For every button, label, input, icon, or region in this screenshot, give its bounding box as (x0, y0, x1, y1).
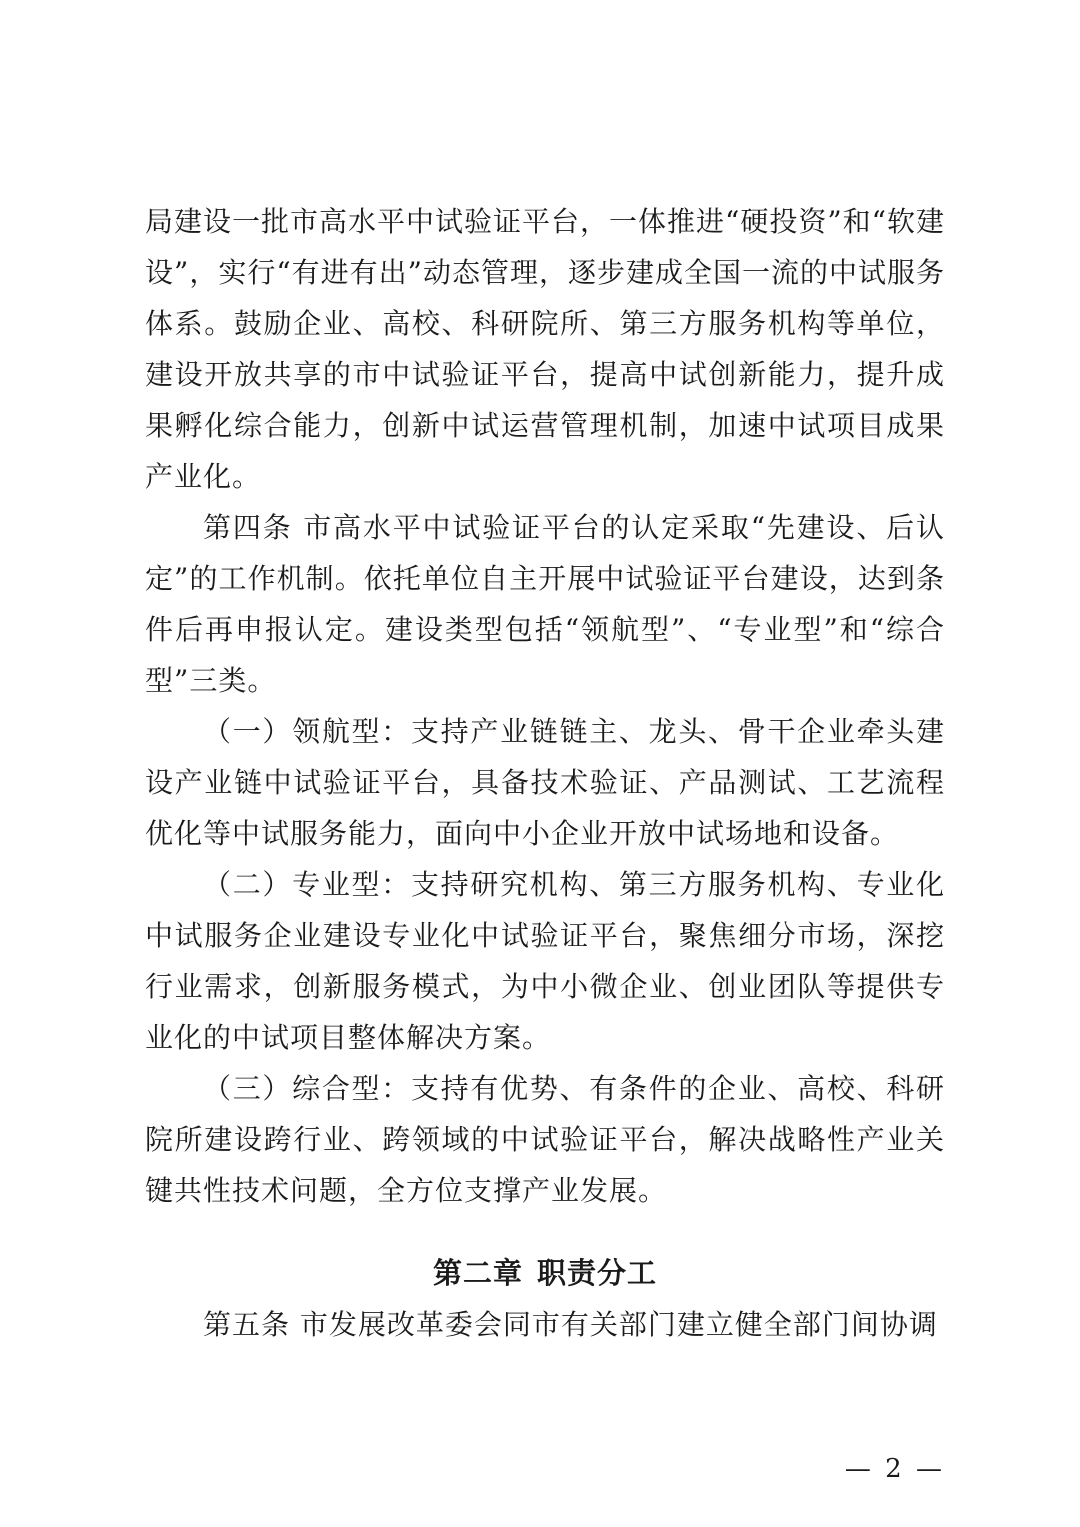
article-four-paragraph: 第四条 市高水平中试验证平台的认定采取“先建设、后认定”的工作机制。依托单位自主开展中试验证平台建设，达到条件后再申报认定。建设类型包括“领航型”、“专业型”和“综合型”三类。 (145, 511, 945, 697)
navigator-type-paragraph: （一）领航型：支持产业链链主、龙头、骨干企业牵头建设产业链中试验证平台，具备技术验证、产品测试、工艺流程优化等中试服务能力，面向中小企业开放中试场地和设备。 (145, 715, 945, 850)
article-five-paragraph: 第五条 市发展改革委会同市有关部门建立健全部门间协调 (203, 1308, 938, 1341)
chapter-title: 职责分工 (537, 1256, 658, 1290)
comprehensive-type-paragraph: （三）综合型：支持有优势、有条件的企业、高校、科研院所建设跨行业、跨领域的中试验证平台，解决战略性产业关键共性技术问题，全方位支撑产业发展。 (145, 1072, 945, 1207)
document-body (145, 196, 945, 1350)
chapter-heading (145, 1248, 945, 1299)
paragraph-continuation: 局建设一批市高水平中试验证平台，一体推进“硬投资”和“软建设”，实行“有进有出”动态管理，逐步建成全国一流的中试服务体系。鼓励企业、高校、科研院所、第三方服务机构等单位，建设开放共享的市中试验证平台，提高中试创新能力，提升成果孵化综合能力，创新中试运营管理机制，加速中试项目成果产业化。 (145, 205, 945, 493)
professional-type-paragraph: （二）专业型：支持研究机构、第三方服务机构、专业化中试服务企业建设专业化中试验证平台，聚焦细分市场，深挖行业需求，创新服务模式，为中小微企业、创业团队等提供专业化的中试项目整体解决方案。 (145, 868, 945, 1054)
chapter-number: 第二章 (432, 1256, 523, 1290)
page-number: — 2 — (844, 1454, 945, 1484)
